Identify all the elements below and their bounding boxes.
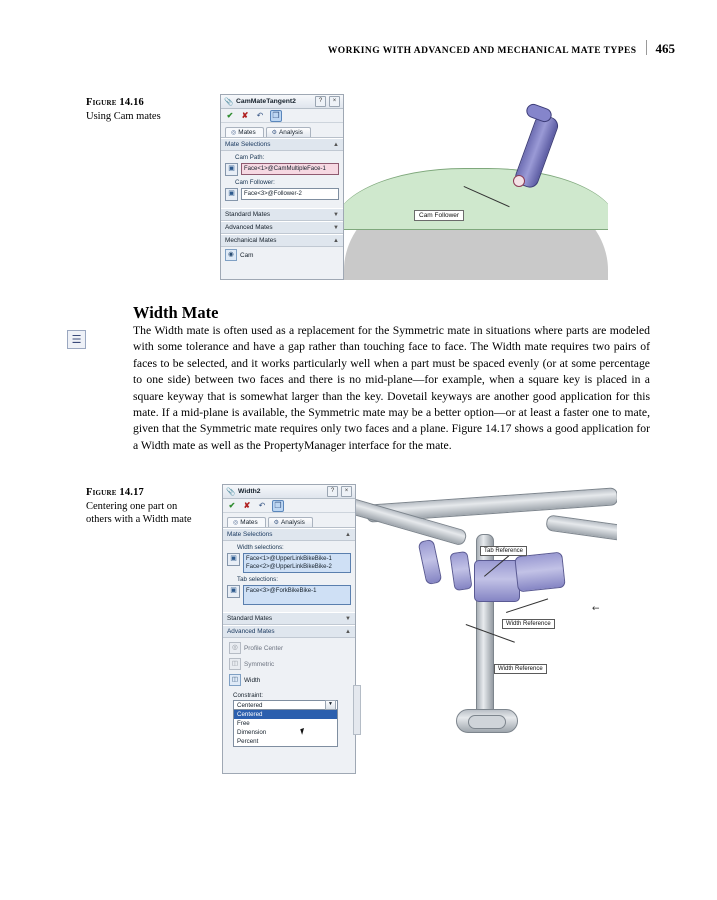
width-icon: ◫ <box>229 674 241 686</box>
accept-icon[interactable]: ✔ <box>226 110 234 120</box>
tab-selection-item: Face<3>@ForkBikeBike-1 <box>246 588 317 594</box>
chevron-up-icon[interactable]: ▲ <box>345 531 351 538</box>
chevron-down-icon[interactable]: ▼ <box>325 700 336 710</box>
chevron-down-icon[interactable]: ▼ <box>333 211 339 218</box>
width-panel-tabs[interactable] <box>223 513 355 528</box>
cam-path-selection-item: Face<1>@CamMultipleFace-1 <box>244 166 326 172</box>
help-button[interactable]: ? <box>327 486 338 497</box>
constraint-value: Centered <box>237 701 263 709</box>
page-number: 465 <box>655 41 675 56</box>
paperclip-icon: 📎 <box>226 487 236 496</box>
section-standard-mates[interactable] <box>223 612 355 625</box>
advanced-mate-symmetric-label: Symmetric <box>244 660 275 668</box>
width-selection-box[interactable] <box>243 553 351 573</box>
chevron-up-icon[interactable]: ▲ <box>345 628 351 635</box>
copy-icon[interactable]: ❐ <box>272 500 284 512</box>
tab-mates[interactable] <box>227 517 266 527</box>
width-panel-titlebar <box>223 485 355 499</box>
constraint-dropdown-list[interactable] <box>233 710 338 747</box>
cam-follower-callout: Cam Follower <box>414 210 464 221</box>
tab-mates[interactable] <box>225 127 264 137</box>
page-title: Width Mate <box>133 303 219 322</box>
width-panel-toolbar[interactable] <box>223 499 355 513</box>
tab-mates-label: Mates <box>240 519 258 526</box>
width-selection-item: Face<2>@UpperLinkBikeBike-2 <box>246 564 332 570</box>
body-paragraph: The Width mate is often used as a replacement for the Symmetric mate in situations where parts are modeled with some tolerance and have a gap rather than touching face to face. The Width mate requires two pairs of faces to be selected, and it works particularly well when a part must be spaced evenly (or at some percentage to one side) between two faces and there is no mid-plane—for example, when a square key is placed in a square keyway that is somewhat larger than the key. Dovetail keyways are another good application for this mate. If a mid-plane is available, the Symmetric mate may be a better option—or at least a faster one to mate, given that the Symmetric mate requires only two faces and a plane. Figure 14.17 shows a good application for a Width mate as well as the PropertyManager interface for the mate. <box>133 324 650 452</box>
constraint-option-dimension[interactable]: Dimension <box>237 729 267 736</box>
mechanical-mate-cam-label: Cam <box>240 251 254 259</box>
running-head-title: WORKING WITH ADVANCED AND MECHANICAL MATE TYPES <box>327 46 637 56</box>
tab-analysis-label: Analysis <box>281 519 305 526</box>
width-panel-title: Width2 <box>238 488 261 495</box>
section-advanced-mates-label: Advanced Mates <box>225 224 273 231</box>
running-head <box>328 38 675 57</box>
tab-analysis[interactable] <box>266 127 311 137</box>
cam-mate-property-manager[interactable] <box>220 94 344 280</box>
constraint-label: Constraint: <box>233 692 263 699</box>
upper-link-plate-left <box>418 539 443 585</box>
cam-panel-toolbar[interactable] <box>221 109 343 123</box>
width-selections-row[interactable] <box>227 553 351 573</box>
bottom-hub-inner <box>468 715 506 729</box>
accept-icon[interactable]: ✔ <box>228 500 236 510</box>
undo-icon[interactable]: ↶ <box>256 110 264 120</box>
section-mate-selections-label: Mate Selections <box>227 531 273 538</box>
mates-icon: ◎ <box>233 520 239 526</box>
cam-path-label: Cam Path: <box>235 154 265 161</box>
section-standard-mates[interactable] <box>221 208 343 221</box>
analysis-icon: ⚙ <box>273 520 280 526</box>
cam-panel-titlebar <box>221 95 343 109</box>
copy-icon[interactable]: ❐ <box>270 110 282 122</box>
cam-selected-face <box>344 168 608 230</box>
constraint-combobox[interactable] <box>233 700 338 710</box>
width-selections-label: Width selections: <box>237 544 284 551</box>
constraint-option-free[interactable]: Free <box>237 720 250 727</box>
cam-path-selection-box[interactable] <box>241 163 339 175</box>
help-button[interactable]: ? <box>315 96 326 107</box>
section-advanced-mates-label: Advanced Mates <box>227 628 275 635</box>
cam-panel-title: CamMateTangent2 <box>236 98 296 105</box>
width-mate-viewport[interactable] <box>356 484 617 774</box>
figure-14-17-label: Figure 14.17 <box>86 487 145 498</box>
note-icon: ☰ <box>71 333 82 346</box>
section-advanced-mates[interactable] <box>221 221 343 234</box>
assembly-scene <box>356 484 617 774</box>
width-reference-label-2: Width Reference <box>494 664 547 674</box>
upper-link-plate-right <box>514 552 566 593</box>
tab-selection-box[interactable] <box>243 585 351 605</box>
close-icon[interactable]: × <box>329 96 340 107</box>
face-selection-icon: ▣ <box>225 188 238 201</box>
advanced-mate-symmetric[interactable] <box>227 656 351 672</box>
right-arm-tube <box>545 514 617 541</box>
tab-selections-row[interactable] <box>227 585 351 605</box>
constraint-option-centered[interactable]: Centered <box>234 710 337 719</box>
section-standard-mates-label: Standard Mates <box>225 211 271 218</box>
figure-14-17-caption <box>86 486 196 526</box>
profile-center-icon: ◎ <box>229 642 241 654</box>
width-selection-icon: ▣ <box>227 553 240 566</box>
constraint-option-percent[interactable]: Percent <box>237 738 259 745</box>
advanced-mate-width[interactable] <box>227 672 351 688</box>
figure-14-16-label: Figure 14.16 <box>86 97 145 108</box>
advanced-mate-profile-center[interactable] <box>227 640 351 656</box>
tab-selection-icon: ▣ <box>227 585 240 598</box>
chevron-up-icon[interactable]: ▲ <box>333 141 339 148</box>
chevron-up-icon[interactable]: ▲ <box>333 237 339 244</box>
cancel-icon[interactable]: ✘ <box>243 500 251 510</box>
undo-icon[interactable]: ↶ <box>258 500 266 510</box>
face-selection-icon: ▣ <box>225 163 238 176</box>
tab-analysis[interactable] <box>268 517 313 527</box>
section-mate-selections[interactable] <box>221 138 343 151</box>
figure-14-17-description: Centering one part on others with a Width mate <box>86 501 192 525</box>
cam-icon: ◉ <box>225 249 237 261</box>
width-selection-item: Face<1>@UpperLinkBikeBike-1 <box>246 556 332 562</box>
running-head-divider <box>646 40 647 55</box>
figure-14-16-description: Using Cam mates <box>86 111 161 122</box>
link-plate-inner <box>449 551 472 591</box>
figure-14-17-image <box>222 484 617 774</box>
advanced-mate-profile-center-label: Profile Center <box>244 644 284 652</box>
cam-follower-selection-item: Face<3>@Follower-2 <box>244 191 302 197</box>
margin-note-icon <box>67 330 86 349</box>
cam-follower-selection-box[interactable] <box>241 188 339 200</box>
cam-path-row[interactable] <box>225 163 339 176</box>
section-mechanical-mates-label: Mechanical Mates <box>225 237 277 244</box>
paperclip-icon: 📎 <box>224 97 234 106</box>
tab-analysis-label: Analysis <box>279 129 303 136</box>
tab-mates-label: Mates <box>238 129 256 136</box>
mechanical-mate-cam-row[interactable] <box>221 247 343 263</box>
section-advanced-mates[interactable] <box>223 625 355 638</box>
section-standard-mates-label: Standard Mates <box>227 615 273 622</box>
advanced-mate-width-label: Width <box>244 676 261 684</box>
cancel-icon[interactable]: ✘ <box>241 110 249 120</box>
mates-icon: ◎ <box>231 130 237 136</box>
pan-arrow-icon: ← <box>592 604 600 614</box>
width-mate-selections-body <box>223 541 355 612</box>
section-mechanical-mates[interactable] <box>221 234 343 247</box>
figure-14-16-caption <box>86 96 196 123</box>
close-icon[interactable]: × <box>341 486 352 497</box>
chevron-down-icon[interactable]: ▼ <box>333 224 339 231</box>
chevron-down-icon[interactable]: ▼ <box>345 615 351 622</box>
cam-pivot-point <box>513 175 525 187</box>
width-mate-property-manager[interactable] <box>222 484 356 774</box>
cam-follower-label: Cam Follower: <box>235 179 275 186</box>
cam-follower-row[interactable] <box>225 188 339 201</box>
symmetric-icon: ◫ <box>229 658 241 670</box>
panel-scrollbar[interactable] <box>353 685 361 735</box>
tab-selections-label: Tab selections: <box>237 576 278 583</box>
analysis-icon: ⚙ <box>271 130 278 136</box>
cam-mate-selections-body <box>221 151 343 208</box>
cam-panel-tabs[interactable] <box>221 123 343 138</box>
figure-14-16-image <box>220 94 608 280</box>
advanced-mates-list <box>223 638 355 690</box>
section-mate-selections-label: Mate Selections <box>225 141 271 148</box>
tab-reference-label: Tab Reference <box>480 546 527 556</box>
width-reference-label-1: Width Reference <box>502 619 555 629</box>
cam-mate-viewport[interactable] <box>344 94 608 280</box>
section-mate-selections[interactable] <box>223 528 355 541</box>
